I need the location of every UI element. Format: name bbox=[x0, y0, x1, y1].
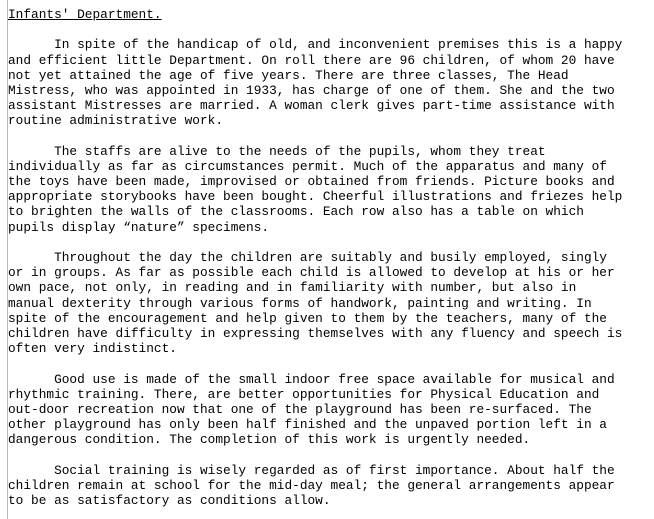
text-line: own pace, not only, in reading and in familiarity with number, but also in bbox=[8, 280, 577, 296]
text-line: children remain at school for the mid-day meal; the general arrangements appear bbox=[8, 477, 615, 493]
text-line: spite of the encouragement and help given to them by the teachers, many of the bbox=[8, 310, 607, 326]
text-line: children have difficulty in expressing themselves with any fluency and speech is bbox=[8, 325, 623, 341]
text-line: Mistress, who was appointed in 1933, has charge of one of them. She and the two bbox=[8, 82, 615, 98]
text-line: out-door recreation now that one of the playground has been re-surfaced. The bbox=[8, 401, 592, 417]
text-line: other playground has only been half finished and the unpaved portion left in a bbox=[8, 417, 607, 433]
text-line: or in groups. As far as possible each child is allowed to develop at his or her bbox=[8, 265, 615, 281]
text-line: often very indistinct. bbox=[8, 341, 177, 357]
text-line: Throughout the day the children are suitably and busily employed, singly bbox=[8, 250, 607, 265]
text-line: to be as satisfactory as conditions allow. bbox=[8, 493, 331, 508]
text-line: routine administrative work. bbox=[8, 113, 224, 129]
text-line: In spite of the handicap of old, and inconvenient premises this is a happy bbox=[8, 37, 623, 53]
text-line: and efficient little Department. On roll there are 96 children, of whom 20 have bbox=[8, 52, 615, 68]
section-heading: Infants' Department. bbox=[8, 7, 162, 22]
text-line: Good use is made of the small indoor free space available for musical and bbox=[8, 371, 615, 387]
text-line: rhythmic training. There, are better opportunities for Physical Education and bbox=[8, 386, 600, 402]
text-line: The staffs are alive to the needs of the pupils, whom they treat bbox=[8, 143, 546, 159]
text-line: individually as far as circumstances permit. Much of the apparatus and many of bbox=[8, 158, 607, 174]
paragraph bbox=[8, 37, 654, 128]
paragraph bbox=[8, 463, 654, 509]
text-line: pupils display “nature” specimens. bbox=[8, 219, 270, 235]
document-body bbox=[8, 7, 654, 519]
paragraph bbox=[8, 250, 654, 356]
text-line: dangerous condition. The completion of this work is urgently needed. bbox=[8, 432, 531, 448]
text-line: not yet attained the age of five years. There are three classes, The Head bbox=[8, 67, 569, 83]
paragraph bbox=[8, 144, 654, 235]
paragraph bbox=[8, 372, 654, 448]
text-line: to brighten the walls of the classrooms. Each row also has a table on which bbox=[8, 204, 584, 220]
text-line: assistant Mistresses are married. A woman clerk gives part-time assistance with bbox=[8, 98, 615, 114]
text-line: Social training is wisely regarded as of first importance. About half the bbox=[8, 462, 615, 478]
text-line: appropriate storybooks have been bought. Cheerful illustrations and friezes help bbox=[8, 189, 623, 205]
text-line: manual dexterity through various forms of handwork, painting and writing. In bbox=[8, 295, 592, 311]
text-line: the toys have been made, improvised or obtained from friends. Picture books and bbox=[8, 174, 615, 190]
